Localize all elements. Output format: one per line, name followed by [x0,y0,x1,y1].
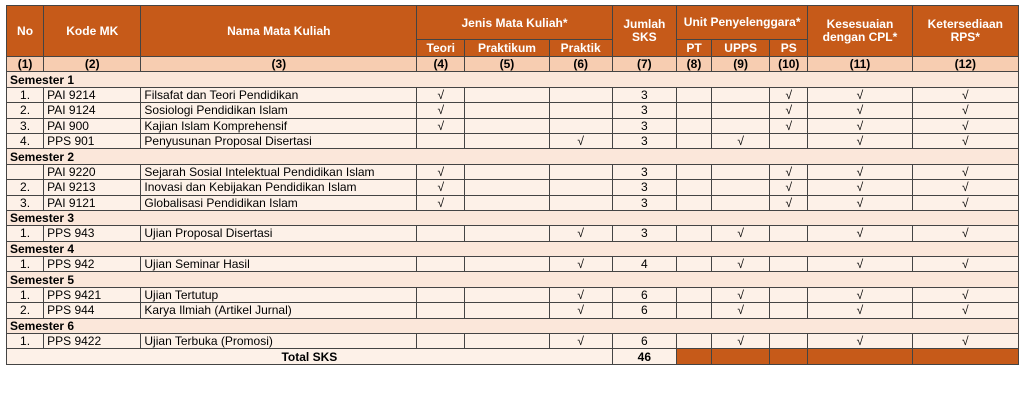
course-teori: √ [417,118,465,133]
course-rps: √ [912,87,1018,102]
course-teori: √ [417,180,465,195]
course-cpl: √ [808,287,912,302]
course-ps [770,257,808,272]
course-nama: Inovasi dan Kebijakan Pendidikan Islam [141,180,417,195]
header-row-top [7,6,1019,40]
course-rps: √ [912,334,1018,349]
course-praktik: √ [549,303,612,318]
course-teori: √ [417,103,465,118]
semester-row [7,210,1019,225]
course-kode: PPS 942 [44,257,141,272]
header-pt: PT [676,40,711,57]
course-cpl: √ [808,164,912,179]
course-no: 1. [7,287,44,302]
course-pt [676,164,711,179]
course-ps [770,303,808,318]
course-pt [676,180,711,195]
course-pt [676,103,711,118]
course-sks: 3 [612,164,676,179]
course-row [7,118,1019,133]
course-rps: √ [912,133,1018,148]
course-nama: Filsafat dan Teori Pendidikan [141,87,417,102]
column-number: (4) [417,57,465,72]
header-jenis-mata-kuliah: Jenis Mata Kuliah* [417,6,613,40]
course-rps: √ [912,118,1018,133]
course-kode: PPS 901 [44,133,141,148]
course-cpl: √ [808,118,912,133]
semester-label: Semester 1 [7,72,1019,87]
column-number: (9) [712,57,770,72]
course-upps [712,164,770,179]
course-row [7,334,1019,349]
course-cpl: √ [808,195,912,210]
course-ps: √ [770,118,808,133]
course-sks: 6 [612,287,676,302]
course-no: 2. [7,103,44,118]
header-teori: Teori [417,40,465,57]
course-nama: Penyusunan Proposal Disertasi [141,133,417,148]
course-sks: 4 [612,257,676,272]
course-rps: √ [912,195,1018,210]
column-number: (11) [808,57,912,72]
course-ps: √ [770,180,808,195]
course-praktik [549,118,612,133]
course-praktikum [465,180,549,195]
course-rps: √ [912,287,1018,302]
course-rps: √ [912,164,1018,179]
course-upps [712,103,770,118]
course-ps [770,287,808,302]
course-teori [417,334,465,349]
course-pt [676,195,711,210]
header-jumlah-sks: Jumlah SKS [612,6,676,57]
semester-label: Semester 5 [7,272,1019,287]
course-pt [676,303,711,318]
column-number: (10) [770,57,808,72]
header-kode-mk: Kode MK [44,6,141,57]
course-no: 1. [7,226,44,241]
course-praktik [549,87,612,102]
course-upps [712,195,770,210]
course-cpl: √ [808,226,912,241]
course-kode: PPS 9422 [44,334,141,349]
course-cpl: √ [808,257,912,272]
course-praktik: √ [549,257,612,272]
course-rps: √ [912,257,1018,272]
semester-row [7,318,1019,333]
course-cpl: √ [808,303,912,318]
course-praktikum [465,164,549,179]
course-praktik: √ [549,287,612,302]
column-number: (8) [676,57,711,72]
course-pt [676,287,711,302]
course-pt [676,334,711,349]
course-upps: √ [712,133,770,148]
course-pt [676,87,711,102]
course-sks: 3 [612,226,676,241]
course-no: 2. [7,303,44,318]
course-kode: PAI 900 [44,118,141,133]
course-row [7,133,1019,148]
course-kode: PPS 9421 [44,287,141,302]
column-number: (12) [912,57,1018,72]
course-row [7,164,1019,179]
semester-label: Semester 3 [7,210,1019,225]
course-sks: 3 [612,103,676,118]
course-kode: PAI 9124 [44,103,141,118]
course-praktik [549,164,612,179]
course-ps [770,133,808,148]
course-teori [417,257,465,272]
course-praktik [549,195,612,210]
course-cpl: √ [808,133,912,148]
course-upps [712,118,770,133]
course-cpl: √ [808,334,912,349]
course-no: 3. [7,195,44,210]
course-upps: √ [712,334,770,349]
course-row [7,87,1019,102]
course-kode: PAI 9220 [44,164,141,179]
table-body [7,57,1019,365]
semester-row [7,272,1019,287]
course-praktikum [465,118,549,133]
total-filler-cell [676,349,711,364]
course-ps: √ [770,164,808,179]
course-praktikum [465,87,549,102]
course-praktik: √ [549,226,612,241]
course-kode: PAI 9213 [44,180,141,195]
course-row [7,303,1019,318]
course-praktikum [465,334,549,349]
course-nama: Ujian Seminar Hasil [141,257,417,272]
course-nama: Ujian Proposal Disertasi [141,226,417,241]
course-teori [417,133,465,148]
column-number-row [7,57,1019,72]
total-filler-cell [770,349,808,364]
course-upps: √ [712,226,770,241]
course-sks: 3 [612,87,676,102]
course-sks: 3 [612,133,676,148]
course-row [7,287,1019,302]
header-ps: PS [770,40,808,57]
course-row [7,103,1019,118]
semester-row [7,149,1019,164]
column-number: (3) [141,57,417,72]
course-ps [770,334,808,349]
course-rps: √ [912,226,1018,241]
semester-row [7,241,1019,256]
total-filler-cell [912,349,1018,364]
course-pt [676,226,711,241]
course-rps: √ [912,103,1018,118]
course-rps: √ [912,303,1018,318]
course-no: 3. [7,118,44,133]
course-praktik [549,103,612,118]
course-sks: 3 [612,195,676,210]
course-upps: √ [712,303,770,318]
course-no [7,164,44,179]
course-upps: √ [712,257,770,272]
semester-label: Semester 6 [7,318,1019,333]
course-praktikum [465,257,549,272]
column-number: (5) [465,57,549,72]
course-kode: PPS 943 [44,226,141,241]
course-nama: Ujian Tertutup [141,287,417,302]
course-praktik [549,180,612,195]
course-cpl: √ [808,180,912,195]
course-ps: √ [770,87,808,102]
course-row [7,226,1019,241]
course-ps: √ [770,195,808,210]
header-nama-mata-kuliah: Nama Mata Kuliah [141,6,417,57]
course-row [7,195,1019,210]
header-praktikum: Praktikum [465,40,549,57]
course-row [7,257,1019,272]
column-number: (1) [7,57,44,72]
course-nama: Sosiologi Pendidikan Islam [141,103,417,118]
column-number: (6) [549,57,612,72]
column-number: (7) [612,57,676,72]
course-kode: PPS 944 [44,303,141,318]
total-filler-cell [808,349,912,364]
semester-row [7,72,1019,87]
course-sks: 6 [612,334,676,349]
course-nama: Karya Ilmiah (Artikel Jurnal) [141,303,417,318]
course-upps [712,180,770,195]
course-praktikum [465,103,549,118]
course-praktik: √ [549,133,612,148]
course-pt [676,257,711,272]
total-filler-cell [712,349,770,364]
semester-label: Semester 4 [7,241,1019,256]
course-kode: PAI 9121 [44,195,141,210]
course-teori: √ [417,164,465,179]
header-praktik: Praktik [549,40,612,57]
course-nama: Sejarah Sosial Intelektual Pendidikan Islam [141,164,417,179]
course-upps [712,87,770,102]
course-ps: √ [770,103,808,118]
header-unit-penyelenggara: Unit Penyelenggara* [676,6,807,40]
course-nama: Globalisasi Pendidikan Islam [141,195,417,210]
column-number: (2) [44,57,141,72]
semester-label: Semester 2 [7,149,1019,164]
course-praktikum [465,226,549,241]
course-teori [417,287,465,302]
course-row [7,180,1019,195]
total-sks: 46 [612,349,676,364]
course-ps [770,226,808,241]
course-praktikum [465,195,549,210]
course-teori [417,303,465,318]
course-no: 1. [7,334,44,349]
header-no: No [7,6,44,57]
total-row [7,349,1019,364]
total-label: Total SKS [7,349,613,364]
course-praktikum [465,303,549,318]
course-upps: √ [712,287,770,302]
course-teori: √ [417,87,465,102]
course-nama: Ujian Terbuka (Promosi) [141,334,417,349]
course-pt [676,133,711,148]
course-praktikum [465,287,549,302]
header-ketersediaan-rps: Ketersediaan RPS* [912,6,1018,57]
course-kode: PAI 9214 [44,87,141,102]
course-cpl: √ [808,87,912,102]
header-kesesuaian-cpl: Kesesuaian dengan CPL* [808,6,912,57]
course-no: 4. [7,133,44,148]
course-pt [676,118,711,133]
course-sks: 3 [612,180,676,195]
course-no: 1. [7,257,44,272]
course-no: 2. [7,180,44,195]
header-upps: UPPS [712,40,770,57]
course-sks: 6 [612,303,676,318]
course-nama: Kajian Islam Komprehensif [141,118,417,133]
course-praktikum [465,133,549,148]
course-cpl: √ [808,103,912,118]
course-no: 1. [7,87,44,102]
course-rps: √ [912,180,1018,195]
course-teori: √ [417,195,465,210]
course-teori [417,226,465,241]
curriculum-table [6,5,1019,365]
course-praktik: √ [549,334,612,349]
course-sks: 3 [612,118,676,133]
